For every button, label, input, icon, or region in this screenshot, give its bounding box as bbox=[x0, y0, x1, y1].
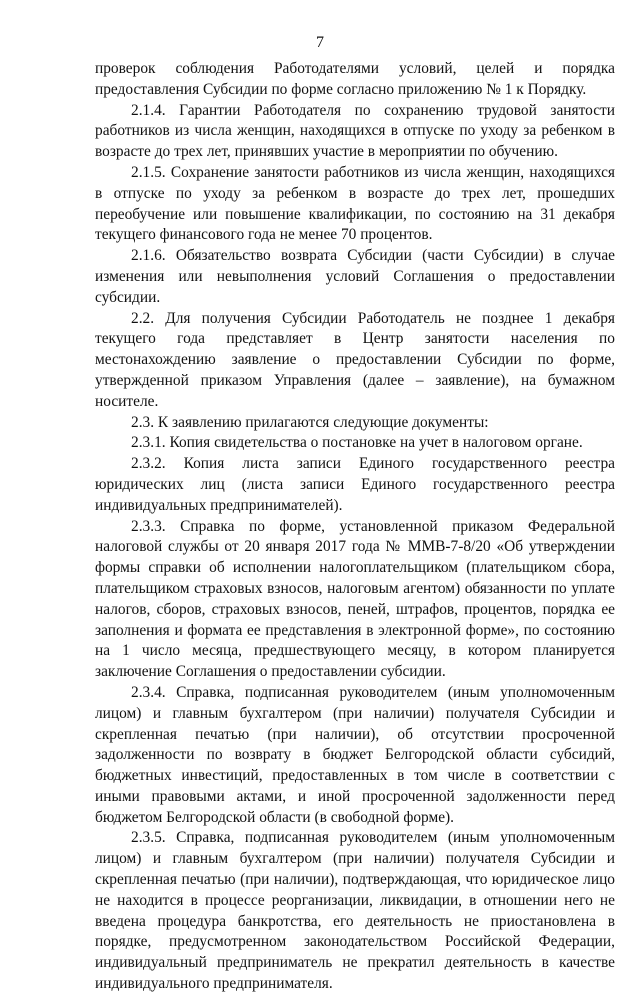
paragraph-2-1-4: 2.1.4. Гарантии Работодателя по сохранению трудовой занятости работников из числа женщин, находящихся в отпуске по уходу за ребенком в возрасте до трех лет, принявших участие в мероприятии по обучению. bbox=[95, 101, 615, 161]
paragraph-2-3-1: 2.3.1. Копия свидетельства о постановке на учет в налоговом органе. bbox=[131, 434, 583, 452]
paragraph-2-3: 2.3. К заявлению прилагаются следующие документы: bbox=[131, 413, 489, 431]
paragraph-2-1-6: 2.1.6. Обязательство возврата Субсидии (части Субсидии) в случае изменения или невыполнения условий Соглашения о предоставлении субсидии. bbox=[95, 247, 615, 306]
paragraph-2-3-4: 2.3.4. Справка, подписанная руководителем (иным уполномоченным лицом) и главным бухгалтером (при наличии) получателя Субсидии и скрепленная печатью (при наличии), об отсутствии просроченной задолженности по возврату в бюджет Белгородской области субсидий, бюджетных инвестиций, предоставленных в том числе в соответствии с иными правовыми актами, и иной просроченной задолженности перед бюджетом Белгородской области (в свободной форме). bbox=[95, 683, 615, 826]
document-body bbox=[95, 59, 615, 995]
page-number: 7 bbox=[316, 34, 324, 51]
paragraph-2-1-5: 2.1.5. Сохранение занятости работников из числа женщин, находящихся в отпуске по уходу за ребенком в возрасте до трех лет, прошедших переобучение или повышение квалификации, по состоянию на 31 декабря текущего финансового года не менее 70 процентов. bbox=[95, 163, 615, 244]
paragraph-2-2: 2.2. Для получения Субсидии Работодатель не позднее 1 декабря текущего года представляет в Центр занятости населения по местонахождению заявление о предоставлении Субсидии по форме, утвержденной приказом Управления (далее – заявление), на бумажном носителе. bbox=[95, 309, 615, 410]
paragraph-2-3-5: 2.3.5. Справка, подписанная руководителем (иным уполномоченным лицом) и главным бухгалтером (при наличии) получателя Субсидии и скрепленная печатью (при наличии), подтверждающая, что юридическое лицо не находится в процессе реорганизации, ликвидации, в отношении него не введена процедура банкротства, его деятельность не приостановлена в порядке, предусмотренном законодательством Российской Федерации, индивидуальный предприниматель не прекратил деятельность в качестве индивидуального предпринимателя. bbox=[95, 829, 615, 993]
paragraph-continuation: проверок соблюдения Работодателями условий, целей и порядка предоставления Субсидии по форме согласно приложению № 1 к Порядку. bbox=[95, 60, 615, 98]
paragraph-2-3-2: 2.3.2. Копия листа записи Единого государственного реестра юридических лиц (листа записи Единого государственного реестра индивидуальных предпринимателей). bbox=[95, 455, 615, 514]
paragraph-2-3-3: 2.3.3. Справка по форме, установленной приказом Федеральной налоговой службы от 20 января 2017 года № ММВ-7-8/20 «Об утверждении формы справки об исполнении налогоплательщиком (плательщиком сбора, плательщиком страховых взносов, налоговым агентом) обязанности по уплате налогов, сборов, страховых взносов, пеней, штрафов, процентов, порядка ее заполнения и формата ее представления в электронной форме», по состоянию на 1 число месяца, предшествующего месяцу, в котором планируется заключение Соглашения о предоставлении субсидии. bbox=[95, 517, 615, 681]
